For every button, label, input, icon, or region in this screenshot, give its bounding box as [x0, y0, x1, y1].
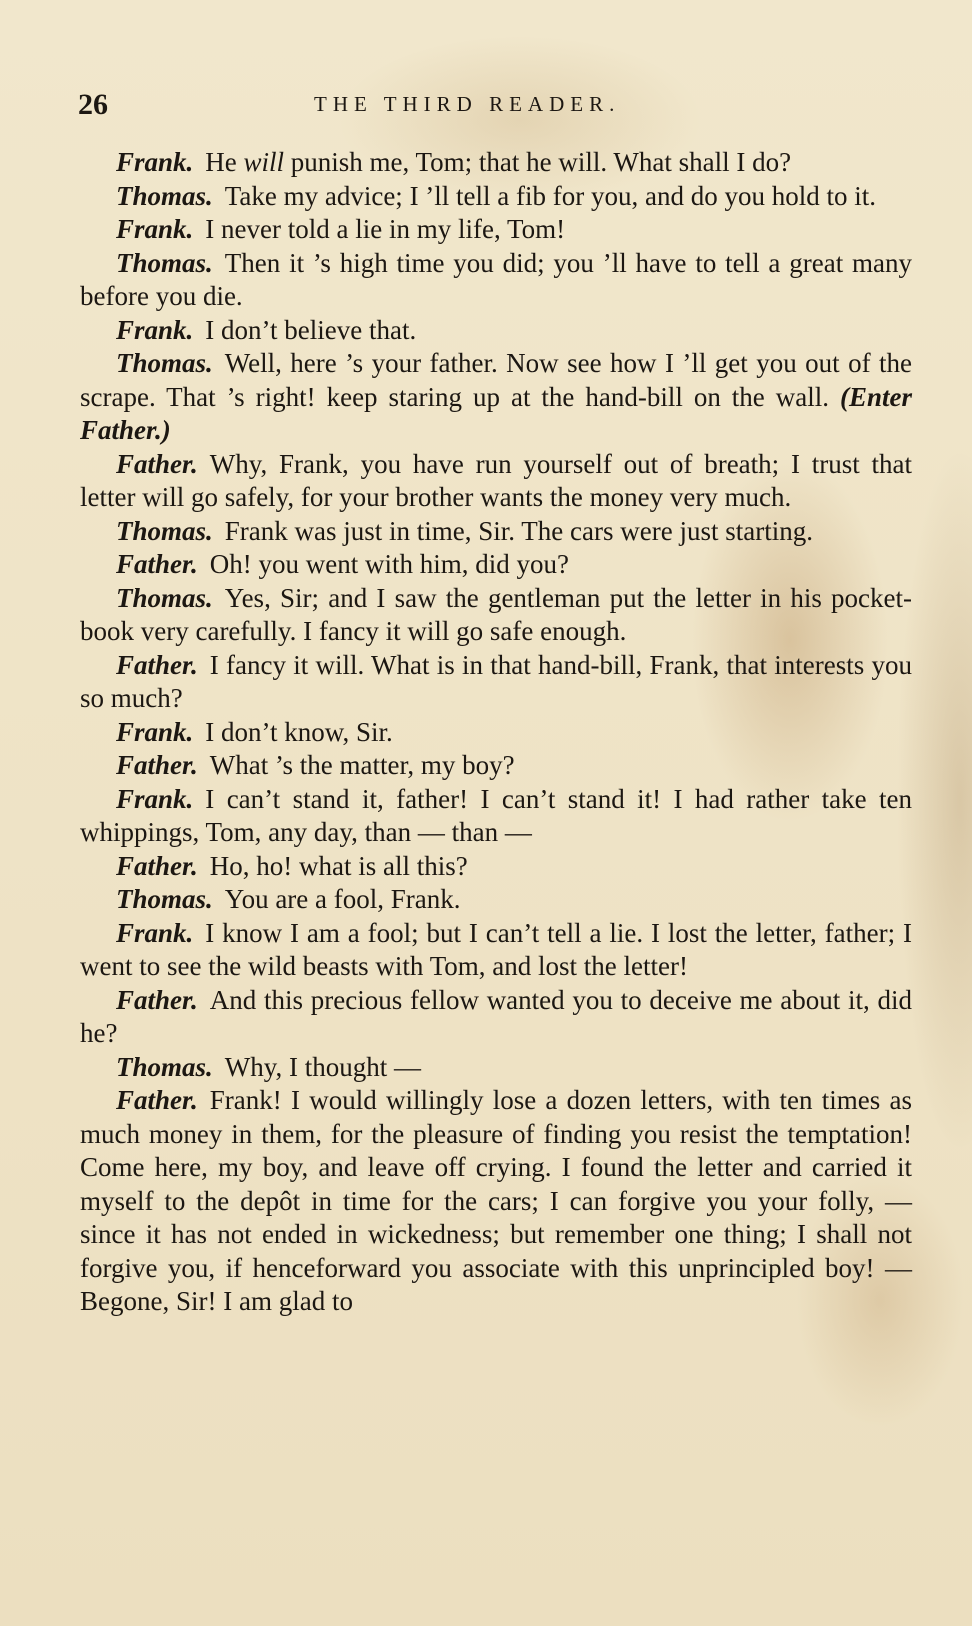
speech-text: Oh! you went with him, did you? [209, 549, 569, 579]
dialogue-line [80, 347, 912, 448]
speaker-name: Thomas. [116, 884, 213, 914]
dialogue-line: Frank. He will punish me, Tom; that he will. What shall I do? [116, 147, 792, 177]
speech-text: You are a fool, Frank. [224, 884, 461, 914]
speech-text: And this precious fellow wanted you to deceive me about it, did he? [80, 984, 912, 1048]
speaker-name: Thomas. [116, 180, 213, 211]
speech-text: Why, I thought — [224, 1051, 422, 1082]
page-header [78, 88, 878, 128]
dialogue-line [80, 247, 912, 314]
stage-direction: (Enter Father.) [80, 381, 912, 445]
speech-text: Take my advice; I ’ll tell a fib for you, and do you hold to it. [224, 180, 876, 211]
speaker-name: Father. [116, 549, 198, 579]
dialogue-line [80, 548, 912, 582]
dialogue-text [80, 146, 912, 1319]
speech-text: Ho, ho! what is all this? [209, 850, 468, 881]
dialogue-line [80, 917, 912, 984]
speaker-name: Father. [116, 750, 198, 780]
speech-text: I know I am a fool; but I can’t tell a lie. I lost the letter, father; I went to see the wild beasts with Tom, and lost the letter! [80, 917, 912, 981]
speaker-name: Frank. [116, 314, 194, 345]
speaker-name: Frank. [116, 783, 194, 814]
speaker-name: Frank. [116, 147, 194, 177]
speaker-name: Frank. [116, 716, 194, 747]
speaker-name: Father. [116, 850, 198, 881]
dialogue-line [80, 515, 912, 549]
dialogue-line [80, 883, 912, 917]
speech-text: I don’t believe that. [205, 314, 417, 345]
speech-text: I fancy it will. What is in that hand-bill, Frank, that interests you so much? [80, 649, 912, 713]
emphasis: will [243, 147, 285, 177]
speaker-name: Thomas. [116, 247, 213, 278]
speaker-name: Father. [116, 448, 198, 479]
dialogue-line [80, 448, 912, 515]
dialogue-line [80, 582, 912, 649]
dialogue-line [80, 783, 912, 850]
speaker-name: Thomas. [116, 515, 213, 546]
speaker-name: Thomas. [116, 1051, 213, 1082]
speaker-name: Frank. [116, 917, 194, 948]
speech-text: I never told a lie in my life, Tom! [205, 214, 566, 244]
speaker-name: Thomas. [116, 582, 213, 613]
speech-text: Then it ’s high time you did; you ’ll have to tell a great many before you die. [80, 247, 912, 311]
dialogue-line [80, 1084, 912, 1319]
dialogue-line [80, 716, 912, 750]
dialogue-line [80, 180, 912, 214]
dialogue-line [80, 984, 912, 1051]
speaker-name: Frank. [116, 214, 194, 244]
speech-text: Yes, Sir; and I saw the gentleman put the letter in his pocket-book very carefully. I fancy it will go safe enough. [80, 582, 912, 646]
speaker-name: Father. [116, 649, 198, 680]
page-number: 26 [78, 88, 108, 121]
speech-text: Well, here ’s your father. Now see how I ’ll get you out of the scrape. That ’s right! keep staring up at the hand-bill on the wall. [80, 348, 912, 412]
speech-text: I can’t stand it, father! I can’t stand it! I had rather take ten whippings, Tom, any day, than — than — [80, 783, 912, 847]
dialogue-line [80, 1051, 912, 1085]
dialogue-line [80, 749, 912, 783]
speech-text: Why, Frank, you have run yourself out of breath; I trust that letter will go safely, for your brother wants the money very much. [80, 448, 912, 512]
dialogue-line [80, 649, 912, 716]
speech-text: I don’t know, Sir. [205, 716, 393, 747]
speech-text: Frank was just in time, Sir. The cars were just starting. [224, 515, 813, 546]
speaker-name: Father. [116, 1085, 198, 1115]
dialogue-line [80, 850, 912, 884]
running-title: THE THIRD READER. [314, 92, 621, 116]
speech-text: punish me, Tom; that he will. What shall I do? [284, 147, 792, 177]
speaker-name: Thomas. [116, 348, 213, 378]
dialogue-line [80, 314, 912, 348]
dialogue-line [80, 213, 912, 247]
speech-text: Frank! I would willingly lose a dozen letters, with ten times as much money in them, for the pleasure of finding you resist the temptation! Come here, my boy, and leave off crying. I found the letter and carried it myself to the depôt in time for the cars; I can forgive you your folly, — since it has not ended in wickedness; but remember one thing; I shall not forgive you, if henceforward you associate with this unprincipled boy! — Begone, Sir! I am glad to [80, 1085, 912, 1316]
speech-text: What ’s the matter, my boy? [209, 750, 515, 780]
speaker-name: Father. [116, 984, 198, 1015]
